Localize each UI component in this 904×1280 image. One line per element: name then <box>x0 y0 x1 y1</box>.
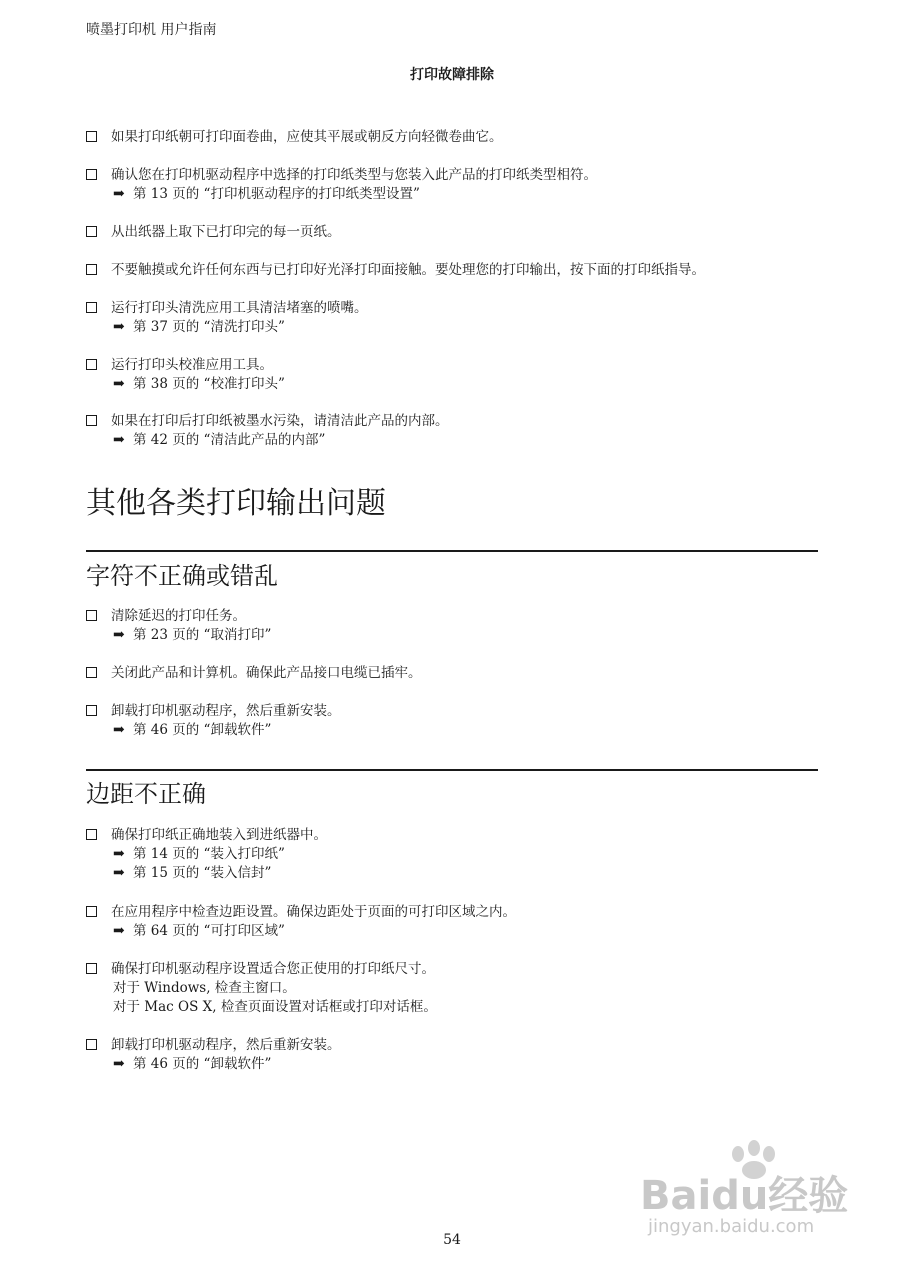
checkbox-bullet-icon <box>86 169 97 180</box>
page-number: 54 <box>443 1232 461 1248</box>
checkbox-bullet-icon <box>86 264 97 275</box>
checkbox-bullet-icon <box>86 705 97 716</box>
arrow-right-icon: ➡ <box>113 319 125 335</box>
list-item: 在应用程序中检查边距设置。确保边距处于页面的可打印区域之内。 ➡ 第 64 页的 “可打印区域” <box>86 903 826 941</box>
list-item: 卸载打印机驱动程序，然后重新安装。 ➡ 第 46 页的 “卸载软件” <box>86 702 826 740</box>
arrow-right-icon: ➡ <box>113 432 125 448</box>
cross-reference-link[interactable]: 第 37 页的 “清洗打印头” <box>133 319 285 335</box>
watermark-brand: Baidu经验 <box>640 1173 849 1219</box>
document-title: 喷墨打印机 用户指南 <box>86 22 217 38</box>
list-item: 如果打印纸朝可打印面卷曲，应使其平展或朝反方向轻微卷曲它。 <box>86 128 826 147</box>
list-item: 确保打印机驱动程序设置适合您正使用的打印纸尺寸。 对于 Windows, 检查主窗口。 对于 Mac OS X, 检查页面设置对话框或打印对话框。 <box>86 960 826 1017</box>
list-item: 运行打印头清洗应用工具清洁堵塞的喷嘴。 ➡ 第 37 页的 “清洗打印头” <box>86 299 826 337</box>
arrow-right-icon: ➡ <box>113 627 125 643</box>
cross-reference-link[interactable]: 第 13 页的 “打印机驱动程序的打印纸类型设置” <box>133 186 420 202</box>
cross-reference-link[interactable]: 第 14 页的 “装入打印纸” <box>133 846 285 862</box>
checkbox-bullet-icon <box>86 906 97 917</box>
section-divider <box>86 769 818 771</box>
list-item: 运行打印头校准应用工具。 ➡ 第 38 页的 “校准打印头” <box>86 356 826 394</box>
checkbox-bullet-icon <box>86 667 97 678</box>
arrow-right-icon: ➡ <box>113 186 125 202</box>
arrow-right-icon: ➡ <box>113 722 125 738</box>
list-item: 关闭此产品和计算机。确保此产品接口电缆已插牢。 <box>86 664 826 683</box>
list-item: 从出纸器上取下已打印完的每一页纸。 <box>86 223 826 242</box>
main-heading: 其他各类打印输出问题 <box>86 486 386 521</box>
checkbox-bullet-icon <box>86 302 97 313</box>
checkbox-bullet-icon <box>86 829 97 840</box>
checkbox-bullet-icon <box>86 610 97 621</box>
checkbox-bullet-icon <box>86 963 97 974</box>
section-heading-characters: 字符不正确或错乱 <box>86 562 278 590</box>
list-item: 清除延迟的打印任务。 ➡ 第 23 页的 “取消打印” <box>86 607 826 645</box>
section-divider <box>86 550 818 552</box>
checkbox-bullet-icon <box>86 415 97 426</box>
cross-reference-link[interactable]: 第 46 页的 “卸载软件” <box>133 1056 272 1072</box>
cross-reference-link[interactable]: 第 23 页的 “取消打印” <box>133 627 272 643</box>
arrow-right-icon: ➡ <box>113 923 125 939</box>
checkbox-bullet-icon <box>86 226 97 237</box>
arrow-right-icon: ➡ <box>113 865 125 881</box>
list-item: 确保打印纸正确地装入到进纸器中。 ➡ 第 14 页的 “装入打印纸” ➡ 第 15 页的 “装入信封” <box>86 826 826 883</box>
list-item: 如果在打印后打印纸被墨水污染，请清洁此产品的内部。 ➡ 第 42 页的 “清洁此产品的内部” <box>86 412 826 450</box>
cross-reference-link[interactable]: 第 15 页的 “装入信封” <box>133 865 272 881</box>
section-title: 打印故障排除 <box>410 67 494 83</box>
watermark-url: jingyan.baidu.com <box>648 1216 815 1237</box>
list-item: 不要触摸或允许任何东西与已打印好光泽打印面接触。要处理您的打印输出，按下面的打印纸指导。 <box>86 261 826 280</box>
checkbox-bullet-icon <box>86 359 97 370</box>
cross-reference-link[interactable]: 第 64 页的 “可打印区域” <box>133 923 285 939</box>
cross-reference-link[interactable]: 第 42 页的 “清洁此产品的内部” <box>133 432 326 448</box>
checkbox-bullet-icon <box>86 131 97 142</box>
list-item: 确认您在打印机驱动程序中选择的打印纸类型与您装入此产品的打印纸类型相符。 ➡ 第 13 页的 “打印机驱动程序的打印纸类型设置” <box>86 166 826 204</box>
arrow-right-icon: ➡ <box>113 846 125 862</box>
checkbox-bullet-icon <box>86 1039 97 1050</box>
arrow-right-icon: ➡ <box>113 1056 125 1072</box>
section-heading-margins: 边距不正确 <box>86 780 206 808</box>
list-item: 卸载打印机驱动程序，然后重新安装。 ➡ 第 46 页的 “卸载软件” <box>86 1036 826 1074</box>
cross-reference-link[interactable]: 第 38 页的 “校准打印头” <box>133 376 285 392</box>
cross-reference-link[interactable]: 第 46 页的 “卸载软件” <box>133 722 272 738</box>
arrow-right-icon: ➡ <box>113 376 125 392</box>
